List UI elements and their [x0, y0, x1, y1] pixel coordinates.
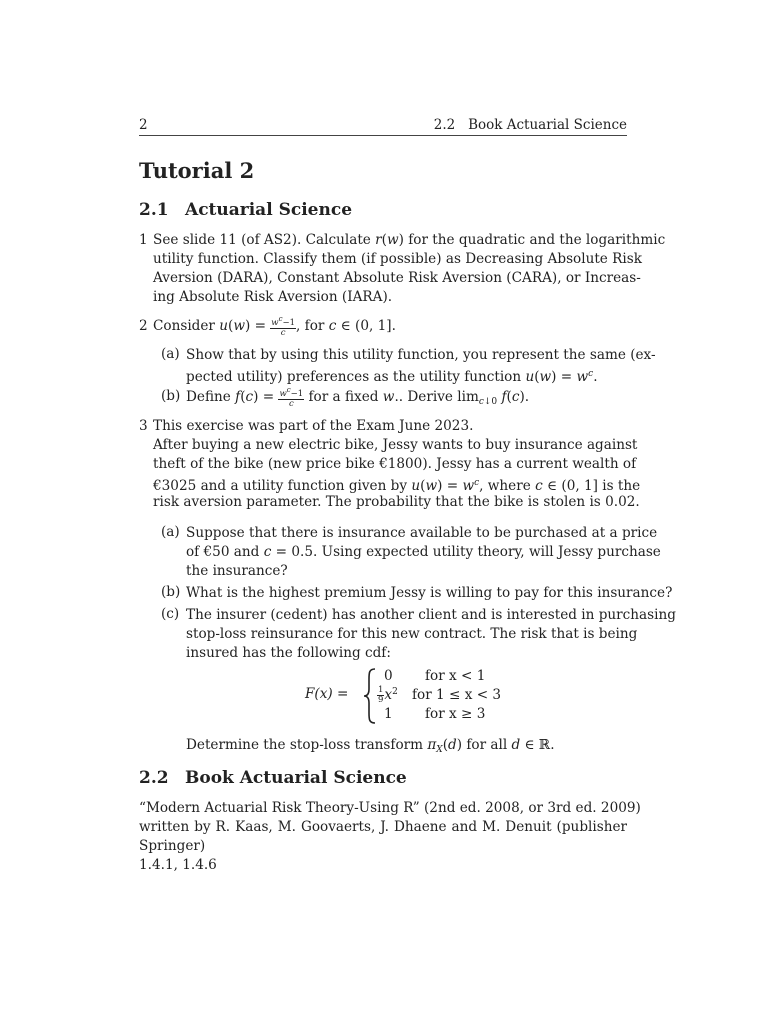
subquestion-label: (a): [161, 524, 180, 540]
section-heading-book: [139, 768, 407, 788]
subquestion-label: (b): [161, 388, 181, 404]
question-2-line-1: Consider u(w) = $\frac{w^c-1}{c}$ , for c ∈ (0, 1].: [153, 315, 396, 338]
math-r-w: r: [375, 232, 382, 248]
text: , for: [296, 317, 329, 334]
cdf-lhs: F(x) =: [305, 686, 349, 702]
page-number: 2: [139, 117, 148, 133]
book-line-3: Springer): [139, 838, 206, 854]
book-exercises: 1.4.1, 1.4.6: [139, 857, 217, 873]
case-1-value: 0: [384, 668, 393, 684]
question-2b-line-1: Define f(c) = $\frac{w^c-1}{c}$ for a fixed w.. Derive $\lim_{c↓0} f(c)$.: [186, 386, 530, 409]
case-2-condition: for 1 ≤ x < 3: [412, 687, 502, 703]
book-line-2: written by R. Kaas, M. Goovaerts, J. Dhaene and M. Denuit (publisher: [139, 819, 627, 835]
section-number: 2.2: [139, 768, 169, 788]
subquestion-label: (c): [161, 606, 180, 622]
text: .: [593, 369, 598, 385]
case-2-value: $\frac{1}{9}$ $x^2$: [378, 685, 398, 705]
text: for a fixed: [304, 388, 383, 405]
cdf-piecewise-equation: [305, 667, 505, 727]
text: , where: [479, 478, 536, 494]
book-line-1: “Modern Actuarial Risk Theory-Using R” (2nd ed. 2008, or 3rd ed. 2009): [139, 800, 641, 816]
question-number: 2: [139, 318, 148, 334]
running-title: 2.2 Book Actuarial Science: [433, 117, 627, 133]
question-3a-line-3: the insurance?: [186, 563, 288, 579]
text: Consider: [153, 317, 220, 334]
fraction-f-c: $\frac{w^c-1}{c}$: [279, 386, 304, 409]
text: for all: [462, 737, 512, 753]
question-1-line-3: Aversion (DARA), Constant Absolute Risk Aversion (CARA), or Increas-: [153, 270, 641, 286]
text: €3025 and a utility function given by: [153, 478, 412, 494]
text: .: [391, 317, 396, 334]
section-title: Book Actuarial Science: [185, 768, 407, 788]
question-3c-line-1: The insurer (cedent) has another client and is interested in purchasing: [186, 607, 676, 623]
text: pected utility) preferences as the utility function: [186, 369, 526, 385]
question-3-line-4: €3025 and a utility function given by $u(w) = w^c$, where c ∈ (0, 1] is the: [153, 478, 641, 494]
question-1-line-2: utility function. Classify them (if possible) as Decreasing Absolute Risk: [153, 251, 642, 267]
text: is the: [597, 478, 641, 494]
question-3a-line-2: of €50 and c = 0.5. Using expected utility theory, will Jessy purchase: [186, 544, 661, 560]
section-title: Actuarial Science: [185, 200, 353, 220]
subquestion-label: (a): [161, 346, 180, 362]
question-number: 3: [139, 418, 148, 434]
question-3-line-5: risk aversion parameter. The probability that the bike is stolen is 0.02.: [153, 494, 640, 510]
text: . Derive: [398, 388, 458, 405]
question-3-line-3: theft of the bike (new price bike €1800). Jessy has a current wealth of: [153, 456, 637, 472]
case-1-condition: for x < 1: [425, 668, 486, 684]
text: . Using expected utility theory, will Jessy purchase: [312, 544, 661, 560]
question-3c-line-3: insured has the following cdf:: [186, 645, 391, 661]
left-brace: [363, 667, 377, 725]
text: for the quadratic and the logarithmic: [403, 232, 666, 248]
text: Determine the stop-loss transform: [186, 737, 428, 753]
question-3c-line-2: stop-loss reinsurance for this new contract. The risk that is being: [186, 626, 638, 642]
question-3-line-2: After buying a new electric bike, Jessy wants to buy insurance against: [153, 437, 638, 453]
subquestion-label: (b): [161, 584, 181, 600]
text: Define: [186, 388, 236, 405]
section-number: 2.1: [139, 200, 169, 220]
question-2a-line-1: Show that by using this utility function, you represent the same (ex-: [186, 347, 656, 363]
chapter-title: Tutorial 2: [139, 158, 255, 183]
question-1-line-4: ing Absolute Risk Aversion (IARA).: [153, 289, 393, 305]
fraction-utility: $\frac{w^c-1}{c}$: [271, 315, 296, 338]
document-page: [139, 0, 676, 1024]
text: See slide 11 (of AS2). Calculate: [153, 232, 376, 248]
question-number: 1: [139, 232, 148, 248]
running-header: [139, 117, 627, 136]
question-2a-line-2: pected utility) preferences as the utility function $u(w) = w^c$.: [186, 369, 598, 385]
question-1-line-1: See slide 11 (of AS2). Calculate r(w) for the quadratic and the logarithmic: [153, 232, 666, 248]
question-3-line-1: This exercise was part of the Exam June 2023.: [153, 418, 474, 434]
text: of €50 and: [186, 544, 264, 560]
question-3c-line-4: Determine the stop-loss transform $\pi_X(d)$ for all d ∈ ℝ.: [186, 737, 555, 755]
section-heading-actuarial-science: [139, 200, 352, 220]
case-3-value: 1: [384, 706, 393, 722]
question-3a-line-1: Suppose that there is insurance available to be purchased at a price: [186, 525, 658, 541]
question-3b-line-1: What is the highest premium Jessy is willing to pay for this insurance?: [186, 585, 673, 601]
case-3-condition: for x ≥ 3: [425, 706, 486, 722]
